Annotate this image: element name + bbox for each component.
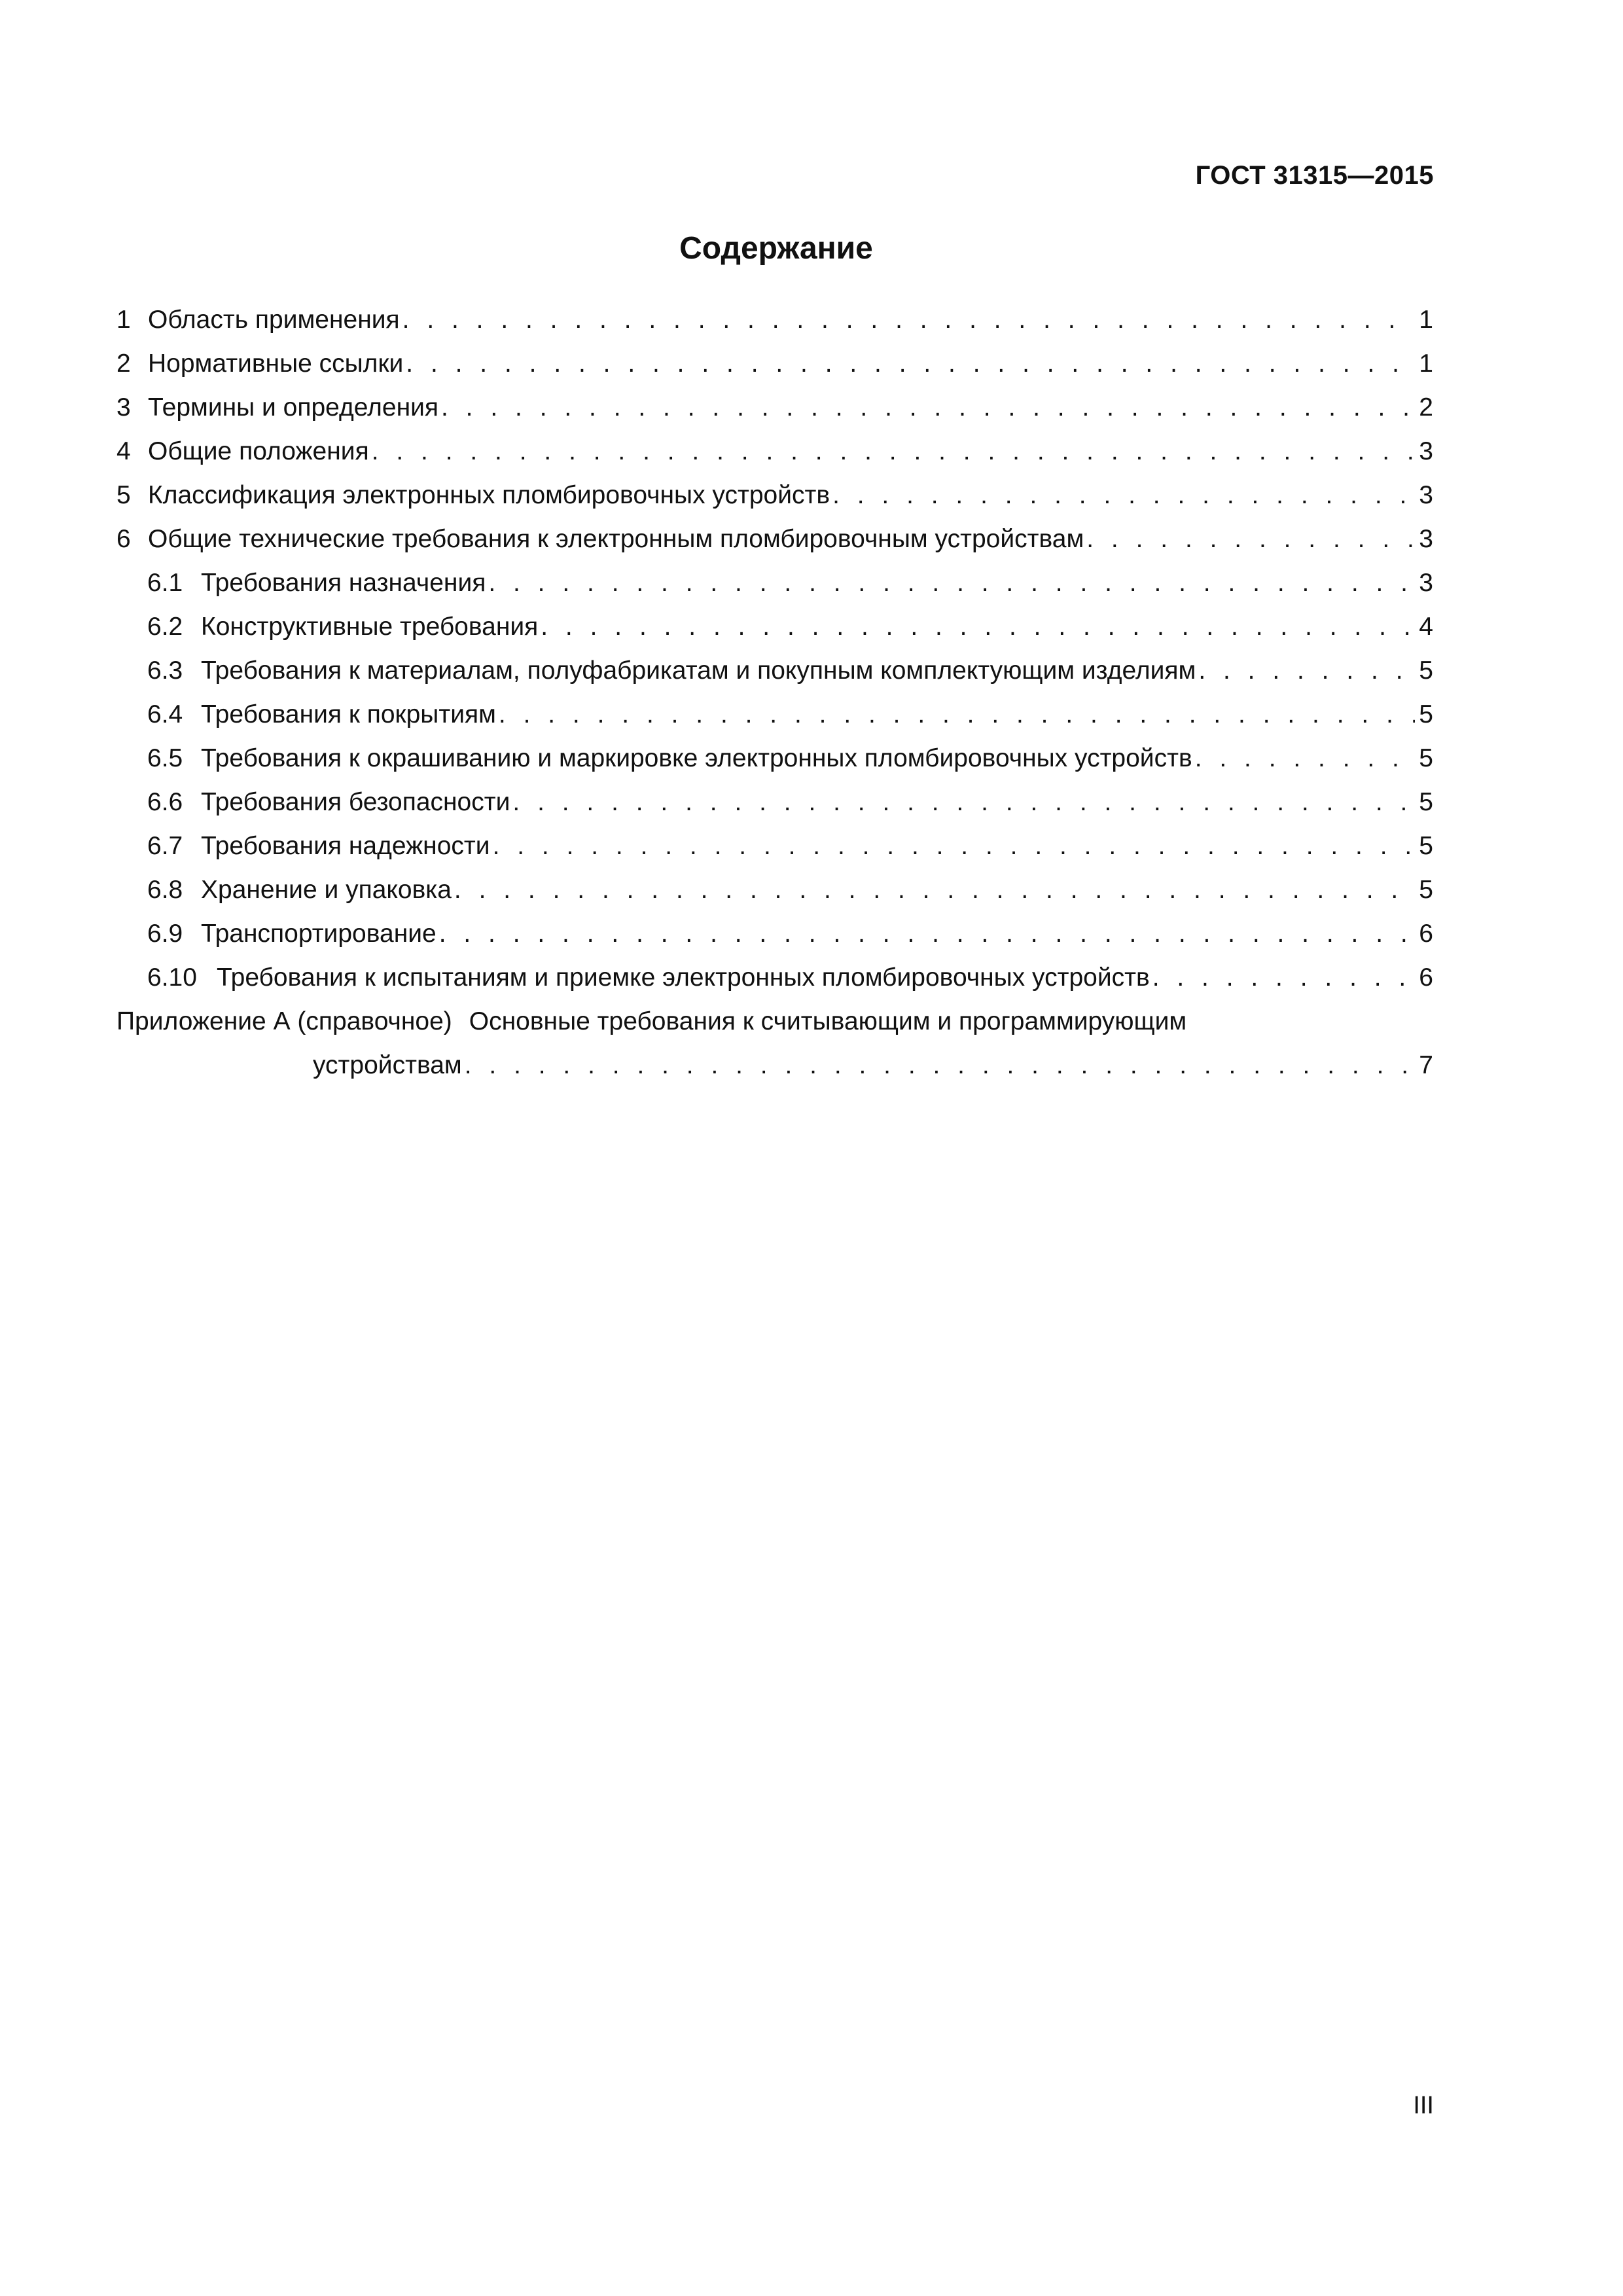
toc-entry-page: 5 [1419,656,1433,685]
dot-leader [372,429,1415,473]
toc-entry-page: 5 [1419,700,1433,728]
toc-subentry[interactable] [116,692,1433,736]
toc-subentry[interactable] [116,868,1433,912]
toc-entry-number: 6.10 [147,963,197,992]
dot-leader [465,1043,1415,1087]
toc-entry-title: Требования к испытаниям и приемке электронных пломбировочных устройств [217,963,1150,992]
toc-entry-page: 1 [1419,306,1433,334]
toc-entry-page: 3 [1419,569,1433,597]
toc-entry[interactable] [116,386,1433,429]
table-of-contents [116,298,1433,1087]
toc-entry-title: Конструктивные требования [201,613,539,641]
toc-entry-number: 6.4 [147,700,183,728]
toc-appendix-entry[interactable] [116,999,1433,1043]
page-number: III [1413,2092,1434,2119]
toc-subentry[interactable] [116,912,1433,956]
toc-entry-number: 2 [116,350,131,378]
toc-entry-page: 5 [1419,876,1433,904]
toc-entry-title: Требования к окрашиванию и маркировке электронных пломбировочных устройств [201,744,1192,772]
toc-entry-number: 6.1 [147,569,183,597]
toc-entry-title: Требования безопасности [201,788,510,816]
toc-entry-number: 6.3 [147,656,183,685]
dot-leader [1195,736,1415,780]
toc-entry-page: 2 [1419,393,1433,422]
dot-leader [402,298,1415,342]
toc-entry[interactable] [116,517,1433,561]
dot-leader [441,386,1415,429]
toc-entry-page: 1 [1419,350,1433,378]
toc-entry-title: Общие положения [148,437,369,465]
toc-entry-number: 6.9 [147,920,183,948]
dot-leader [1152,956,1415,999]
dot-leader [439,912,1415,956]
toc-subentry[interactable] [116,649,1433,692]
toc-entry-number: 6.5 [147,744,183,772]
toc-subentry[interactable] [116,956,1433,999]
toc-entry-title: Требования назначения [201,569,486,597]
toc-entry-page: 5 [1419,832,1433,860]
toc-entry-number: 6.8 [147,876,183,904]
toc-entry[interactable] [116,298,1433,342]
toc-entry-page: 7 [1419,1051,1433,1079]
dot-leader [499,692,1415,736]
toc-subentry[interactable] [116,605,1433,649]
toc-entry-page: 3 [1419,525,1433,553]
toc-entry-number: 1 [116,306,131,334]
toc-subentry[interactable] [116,561,1433,605]
toc-entry-number: 6 [116,525,131,553]
dot-leader [512,780,1415,824]
toc-entry-number: 5 [116,481,131,509]
toc-entry[interactable] [116,342,1433,386]
toc-entry-page: 5 [1419,788,1433,816]
dot-leader [406,342,1415,386]
toc-entry-title: Термины и определения [148,393,439,422]
toc-entry-page: 3 [1419,481,1433,509]
toc-entry-title: Транспортирование [201,920,437,948]
toc-entry-page: 5 [1419,744,1433,772]
dot-leader [454,868,1415,912]
toc-entry-title: Требования к покрытиям [201,700,496,728]
dot-leader [832,473,1415,517]
document-code: ГОСТ 31315—2015 [1195,161,1434,190]
dot-leader [488,561,1415,605]
toc-entry-title: Требования к материалам, полуфабрикатам и покупным комплектующим изделиям [201,656,1196,685]
toc-entry-page: 6 [1419,963,1433,992]
toc-subentry[interactable] [116,824,1433,868]
dot-leader [541,605,1415,649]
appendix-title: Основные требования к считывающим и программирующим [469,1007,1187,1035]
toc-subentry[interactable] [116,736,1433,780]
toc-appendix-continuation[interactable] [116,1043,1433,1087]
toc-entry-number: 3 [116,393,131,422]
toc-entry-title: Требования надежности [201,832,490,860]
toc-subentry[interactable] [116,780,1433,824]
toc-entry-number: 6.6 [147,788,183,816]
toc-entry-title: Классификация электронных пломбировочных устройств [148,481,830,509]
dot-leader [493,824,1415,868]
toc-entry-title: Хранение и упаковка [201,876,452,904]
dot-leader [1198,649,1415,692]
toc-entry-number: 6.7 [147,832,183,860]
appendix-title-continuation: устройствам [313,1051,462,1079]
toc-entry[interactable] [116,429,1433,473]
toc-entry-title: Область применения [148,306,400,334]
toc-entry-number: 4 [116,437,131,465]
toc-entry-title: Нормативные ссылки [148,350,404,378]
toc-entry-page: 6 [1419,920,1433,948]
toc-entry-number: 6.2 [147,613,183,641]
dot-leader [1086,517,1415,561]
toc-title: Содержание [679,231,873,266]
toc-entry-title: Общие технические требования к электронным пломбировочным устройствам [148,525,1084,553]
toc-entry-page: 3 [1419,437,1433,465]
toc-entry-page: 4 [1419,613,1433,641]
appendix-label: Приложение А (справочное) [116,1007,452,1035]
toc-entry[interactable] [116,473,1433,517]
